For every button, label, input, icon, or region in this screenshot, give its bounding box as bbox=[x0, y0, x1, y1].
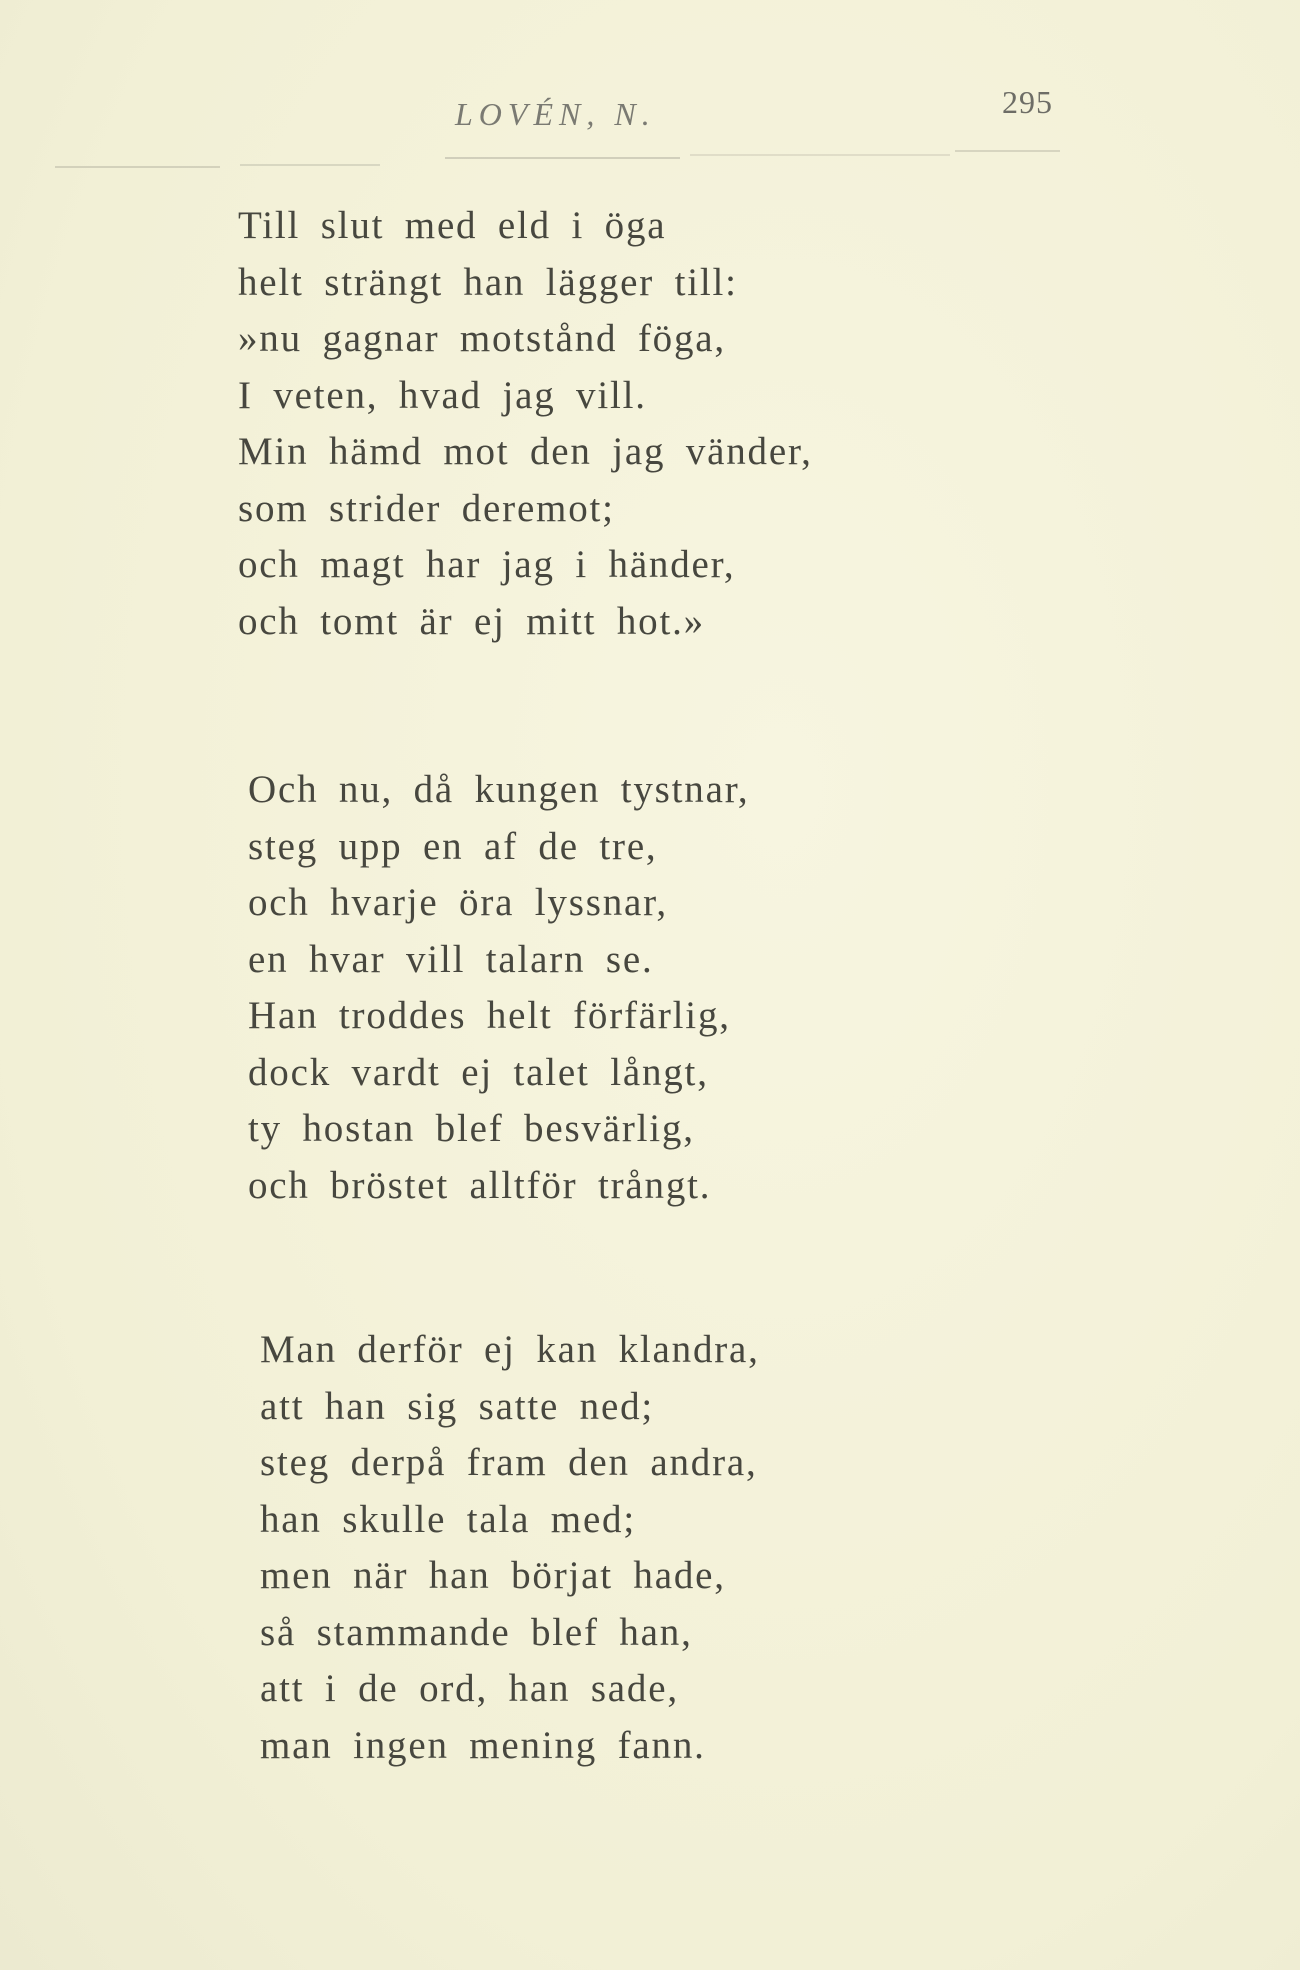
verse-line: Min hämd mot den jag vänder, bbox=[238, 430, 813, 473]
verse-line: Han troddes helt förfärlig, bbox=[248, 994, 731, 1037]
verse-line: steg derpå fram den andra, bbox=[260, 1441, 758, 1484]
header-rule-segment bbox=[240, 164, 380, 166]
verse-line: som strider deremot; bbox=[238, 486, 615, 530]
page-number: 295 bbox=[1002, 84, 1053, 120]
verse-line: en hvar vill talarn se. bbox=[248, 937, 654, 981]
stanza-3 bbox=[260, 1322, 760, 1774]
verse-line: ty hostan blef besvärlig, bbox=[248, 1107, 695, 1150]
header-rule-segment bbox=[55, 166, 220, 168]
verse-line: så stammande blef han, bbox=[260, 1610, 693, 1654]
header-rule-segment bbox=[955, 150, 1060, 152]
verse-line: och bröstet alltför trångt. bbox=[248, 1163, 712, 1207]
header-rule-segment bbox=[445, 157, 680, 159]
verse-line: I veten, hvad jag vill. bbox=[238, 373, 647, 417]
verse-line: han skulle tala med; bbox=[260, 1497, 636, 1541]
verse-line: och magt har jag i händer, bbox=[238, 543, 736, 586]
verse-line: steg upp en af de tre, bbox=[248, 824, 658, 868]
verse-line: »nu gagnar motstånd föga, bbox=[238, 317, 726, 360]
header-rule-segment bbox=[690, 154, 950, 156]
verse-line: helt strängt han lägger till: bbox=[238, 260, 738, 304]
verse-line: att i de ord, han sade, bbox=[260, 1667, 679, 1710]
verse-line: och tomt är ej mitt hot.» bbox=[238, 599, 705, 643]
verse-line: Man derför ej kan klandra, bbox=[260, 1328, 760, 1371]
stanza-2 bbox=[248, 762, 749, 1214]
verse-line: och hvarje öra lyssnar, bbox=[248, 881, 668, 924]
verse-line: men när han börjat hade, bbox=[260, 1554, 726, 1597]
running-head: LOVÉN, N. bbox=[455, 96, 656, 132]
verse-line: att han sig satte ned; bbox=[260, 1384, 655, 1428]
verse-line: Till slut med eld i öga bbox=[238, 204, 667, 247]
verse-line: Och nu, då kungen tystnar, bbox=[248, 768, 750, 811]
stanza-1 bbox=[238, 198, 813, 650]
verse-line: dock vardt ej talet långt, bbox=[248, 1050, 709, 1094]
verse-line: man ingen mening fann. bbox=[260, 1723, 706, 1767]
